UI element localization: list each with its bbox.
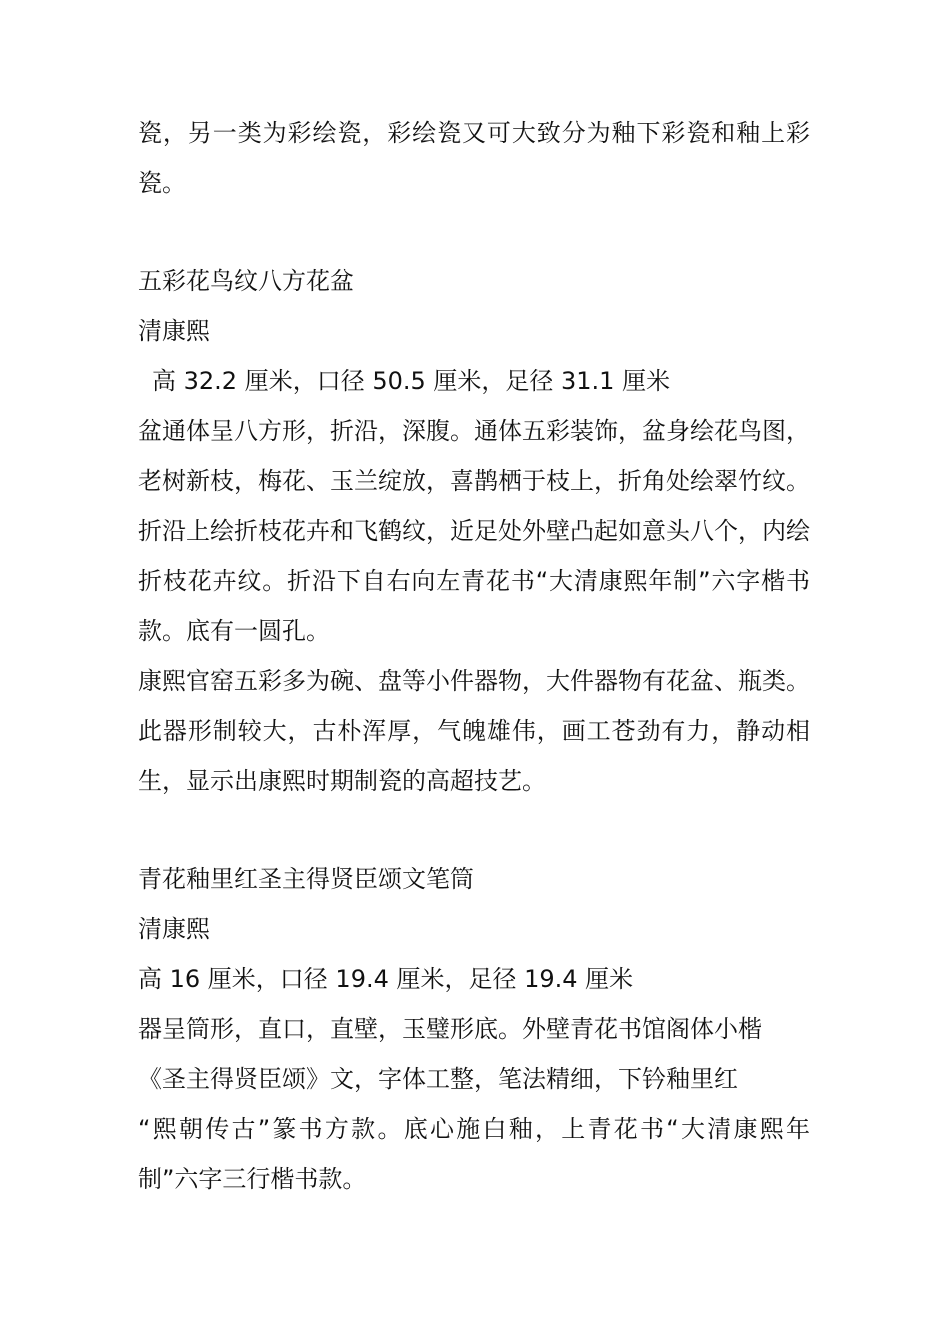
artifact-description-line: “熙朝传古”篆书方款。底心施白釉，上青花书“大清康熙年制”六字三行楷书款。 [138,1115,810,1193]
section-spacer [138,208,810,256]
artifact-dimensions: 高 16 厘米，口径 19.4 厘米，足径 19.4 厘米 [138,965,634,993]
artifact-section-1 [138,256,810,806]
artifact-title: 五彩花鸟纹八方花盆 [138,267,354,295]
artifact-section-2 [138,854,810,1204]
artifact-period: 清康熙 [138,915,210,943]
artifact-dimensions: 高 32.2 厘米，口径 50.5 厘米，足径 31.1 厘米 [152,367,671,395]
artifact-commentary: 康熙官窑五彩多为碗、盘等小件器物，大件器物有花盆、瓶类。此器形制较大，古朴浑厚，气魄雄伟，画工苍劲有力，静动相生，显示出康熙时期制瓷的高超技艺。 [138,667,810,795]
intro-paragraph: 瓷，另一类为彩绘瓷，彩绘瓷又可大致分为釉下彩瓷和釉上彩瓷。 [138,119,810,197]
artifact-description-line: 器呈筒形，直口，直壁，玉璧形底。外壁青花书馆阁体小楷 [138,1015,762,1043]
artifact-description: 盆通体呈八方形，折沿，深腹。通体五彩装饰，盆身绘花鸟图，老树新枝，梅花、玉兰绽放，喜鹊栖于枝上，折角处绘翠竹纹。折沿上绘折枝花卉和飞鹤纹，近足处外壁凸起如意头八个，内绘折枝花卉纹。折沿下自右向左青花书“大清康熙年制”六字楷书款。底有一圆孔。 [138,417,810,645]
artifact-period: 清康熙 [138,317,210,345]
artifact-description-line: 《圣主得贤臣颂》文，字体工整，笔法精细，下钤釉里红 [138,1065,738,1093]
artifact-title: 青花釉里红圣主得贤臣颂文笔筒 [138,865,474,893]
document-body [138,108,810,1204]
section-spacer [138,806,810,854]
